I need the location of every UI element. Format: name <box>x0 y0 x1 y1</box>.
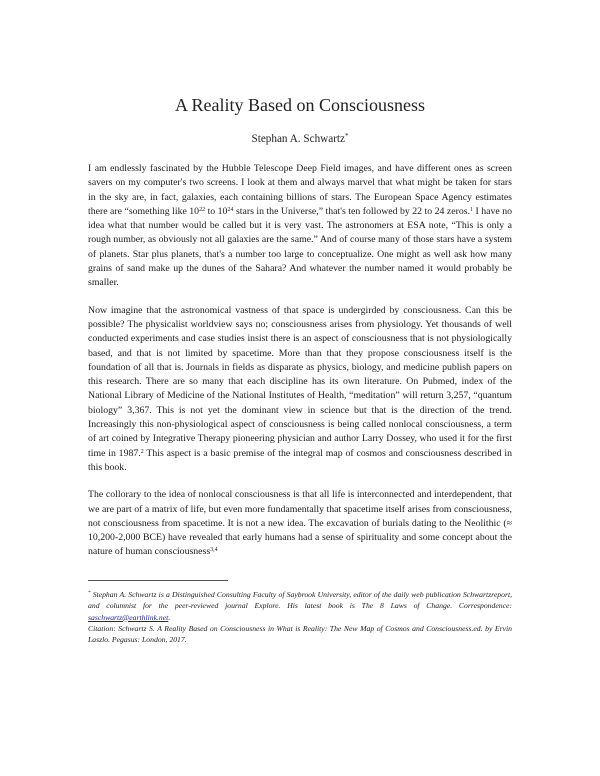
p2-text-b: This aspect is a basic premise of the integral map of cosmos and consciousness described in this book. <box>88 447 512 473</box>
author-line <box>88 133 512 145</box>
author-footnote <box>88 589 512 623</box>
footnote-text-end: . <box>168 612 171 622</box>
p1-text-c: stars in the Universe,” that's ten followed by 22 to 24 zeros. <box>233 205 471 217</box>
p1-exponent-2: 24 <box>227 206 234 213</box>
p1-text-d: I have no idea what that number would be called but it is very vast. The astronomers at ESA note, “This is only a rough number, as obviously not all galaxies are the same.” And of course many of those stars have a system of planets. Star plus planets, that's a number too large to conceptualize. One might as well ask how many grains of sand make up the dunes of the Sahara? And whatever the number named it would probably be smaller. <box>88 205 512 289</box>
reference-marker-1[interactable]: 1 <box>470 206 474 213</box>
paragraph-3 <box>88 488 512 559</box>
p1-text-a: I am endlessly fascinated by the Hubble Telescope Deep Field images, and have different ones as screen savers on my computer's two screens. I look at them and always marvel that what might be taken for stars in the sky are, in fact, galaxies, each containing billions of stars. The European Space Agency estimates there are “something like 10 <box>88 163 512 217</box>
correspondence-email-link[interactable]: saschwartz@earthlink.net <box>88 612 169 622</box>
author-footnote-marker: * <box>345 132 349 140</box>
author-name: Stephan A. Schwartz <box>251 133 346 145</box>
footnote-marker: * <box>88 590 91 596</box>
paragraph-2 <box>88 304 512 476</box>
footnote-divider <box>88 580 228 581</box>
citation-note: Citation: Schwartz S. A Reality Based on Consciousness in What is Reality: The New Map of Cosmos and Consciousness.ed. by Ervin Laszlo. Pegasus: London, 2017. <box>88 623 512 645</box>
p1-exponent-1: 22 <box>199 206 206 213</box>
footnote-text: Stephan A. Schwartz is a Distinguished Consulting Faculty of Saybrook University, editor of the daily web publication Schwartzreport, and columnist for the peer-reviewed journal Explore. His latest book is The 8 Laws of Change. Correspondence: <box>88 589 512 611</box>
p2-text-a: Now imagine that the astronomical vastness of that space is undergirded by consciousness. Can this be possible? The physicalist worldview says no; consciousness arises from physiology. Yet thousands of well conducted experiments and case studies insist there is an aspect of consciousness that is not physiologically based, and that is not limited by spacetime. More than that they propose consciousness itself is the foundation of all that is. Journals in fields as disparate as physics, biology, and medicine publish papers on this research. There are so many that each discipline has its own literature. On Pubmed, index of the National Library of Medicine of the National Institutes of Health, “meditation” will return 3,257, “quantum biology” 3,367. This is not yet the dominant view in science but that is the direction of the trend. Increasingly this non-physiological aspect of consciousness is being called nonlocal consciousness, a term of art coined by Integrative Therapy pioneering physician and author Larry Dossey, who used it for the first time in 1987. <box>88 304 512 459</box>
p3-text-a: The collorary to the idea of nonlocal consciousness is that all life is interconnected and interdependent, that we are part of a matrix of life, but even more fundamentally that spacetime itself arises from consciousness, not consciousness from spacetime. It is not a new idea. The excavation of burials dating to the Neolithic (≈ 10,200-2,000 BCE) have revealed that early humans had a sense of spirituality and some concept about the nature of human consciousness <box>88 489 512 558</box>
reference-marker-3-4[interactable]: 3,4 <box>210 547 218 554</box>
page-title: A Reality Based on Consciousness <box>175 95 425 115</box>
paragraph-1 <box>88 162 512 291</box>
p1-text-b: to 10 <box>205 205 228 217</box>
reference-marker-2[interactable]: 2 <box>140 448 144 455</box>
